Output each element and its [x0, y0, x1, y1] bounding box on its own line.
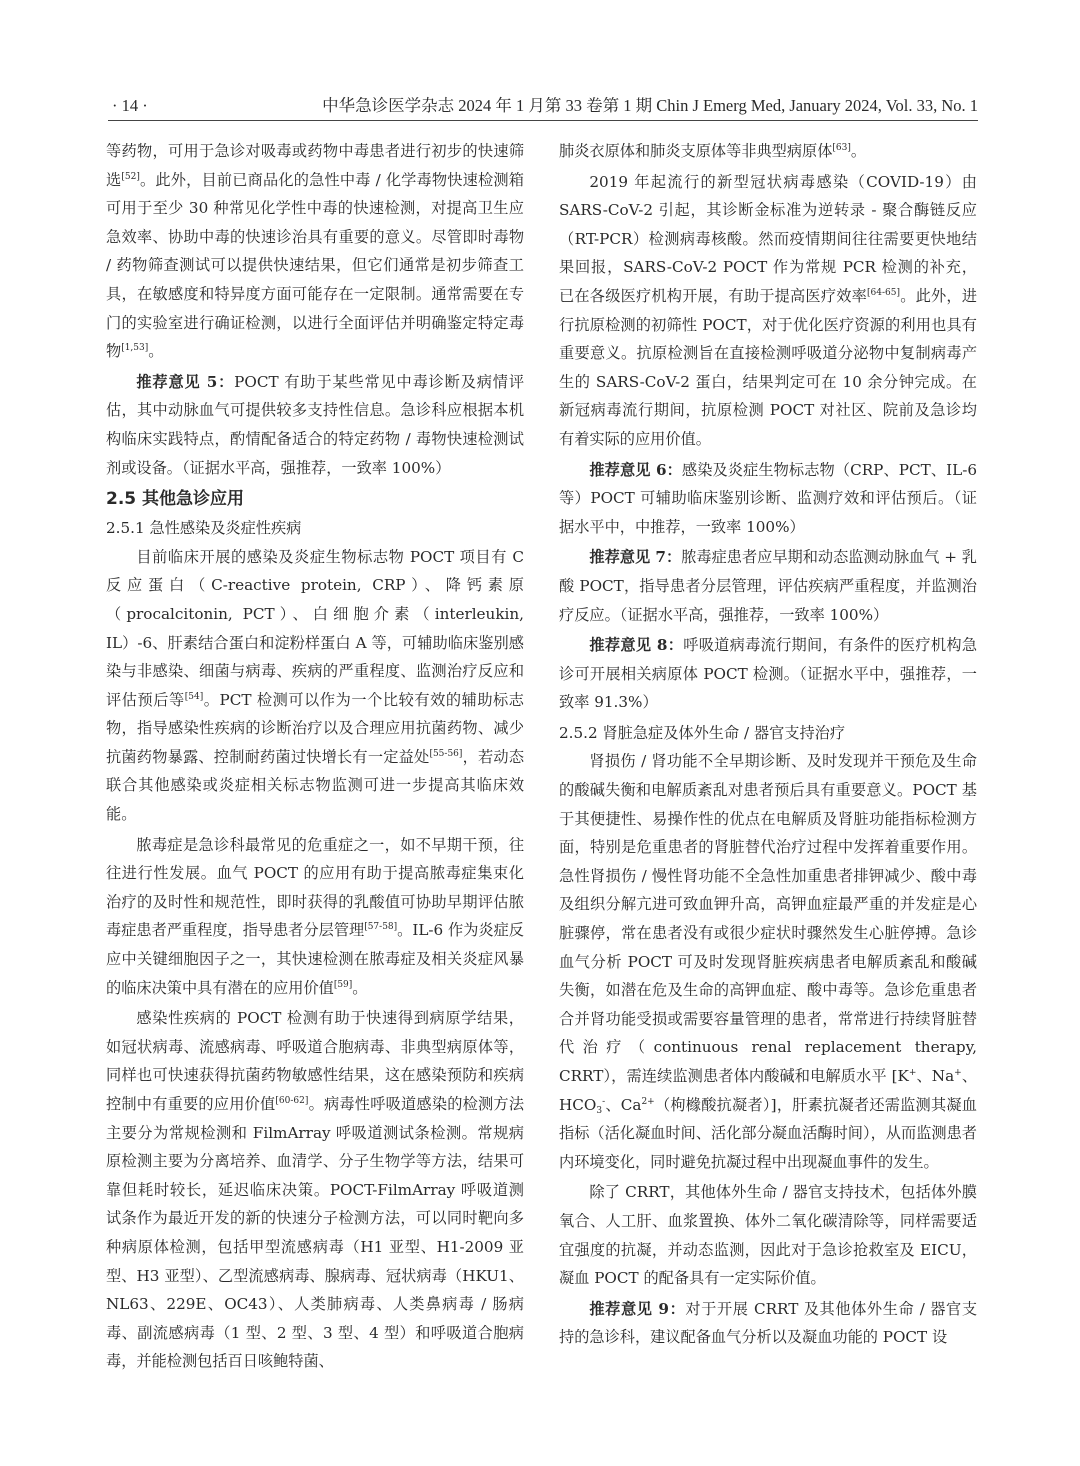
- paragraph-toxicology: 等药物，可用于急诊对吸毒或药物中毒患者进行初步的快速筛选[52]。此外，目前已商品化的急性中毒 / 化学毒物快速检测箱可用于至少 30 种常见化学性中毒的快速检测，对提高卫生应急效率、协助中毒的快速诊治具有重要的意义。尽管即时毒物 / 药物筛查测试可以提供快速结果，但它们通常是初步筛查工具，在敏感度和特异度方面可能存在一定限制。通常需要在专门的实验室进行确证检测，以进行全面评估并明确鉴定特定毒物[1,53]。: [106, 142, 524, 361]
- paragraph-pathogen-testing: 感染性疾病的 POCT 检测有助于快速得到病原学结果，如冠状病毒、流感病毒、呼吸道合胞病毒、非典型病原体等，同样也可快速获得抗菌药物敏感性结果，这在感染预防和疾病控制中有重要的应用价值[60-62]。病毒性呼吸道感染的检测方法主要分为常规检测和 FilmArray 呼吸道测试条检测。常规病原检测主要为分离培养、血清学、分子生物学等方法，结果可靠但耗时较长，延迟临床决策。POCT-FilmArray 呼吸道测试条作为最近开发的新的快速分子检测方法，可以同时靶向多种病原体检测，包括甲型流感病毒（H1 亚型、H1-2009 亚型、H3 亚型）、乙型流感病毒、腺病毒、冠状病毒（HKU1、NL63、229E、OC43）、人类肺病毒、人类鼻病毒 / 肠病毒、副流感病毒（1 型、2 型、3 型、4 型）和呼吸道合胞病毒，并能检测包括百日咳鲍特菌、: [106, 1009, 525, 1371]
- paragraph-sepsis: 脓毒症是急诊科最常见的危重症之一，如不早期干预，往往进行性发展。血气 POCT 的应用有助于提高脓毒症集束化治疗的及时性和规范性，即时获得的乳酸值可协助早期评估脓毒症患者严重程度，指导患者分层管理[57-58]。IL-6 作为炎症反应中关键细胞因子之一，其快速检测在脓毒症及相关炎症风暴的临床决策中具有潜在的应用价值[59]。: [106, 835, 524, 997]
- recommendation-9: 推荐意见 9：对于开展 CRRT 及其他体外生命 / 器官支持的急诊科，建议配备血气分析以及凝血功能的 POCT 设: [559, 1299, 978, 1347]
- recommendation-6: 推荐意见 6：感染及炎症生物标志物（CRP、PCT、IL-6 等）POCT 可辅助临床鉴别诊断、监测疗效和评估预后。（证据水平中，中推荐，一致率 100%）: [559, 460, 978, 536]
- citation: [55-56]: [429, 748, 463, 759]
- recommendation-label: 推荐意见 6：: [589, 460, 682, 479]
- journal-citation: 中华急诊医学杂志 2024 年 1 月第 33 卷第 1 期 Chin J Emerg Med, January 2024, Vol. 33, No. 1: [322, 96, 978, 115]
- citation: [54]: [184, 691, 204, 702]
- recommendation-5: 推荐意见 5：POCT 有助于某些常见中毒诊断及病情评估，其中动脉血气可提供较多支持性信息。急诊科应根据本机构临床实践特点，酌情配备适合的特定药物 / 毒物快速检测试剂或设备。（证据水平高，强推荐，一致率 100%）: [106, 372, 525, 477]
- left-column: [106, 137, 524, 1378]
- citation: [59]: [333, 979, 353, 990]
- paragraph-extracorporeal: 除了 CRRT，其他体外生命 / 器官支持技术，包括体外膜氧合、人工肝、血浆置换、体外二氧化碳清除等，同样需要适宜强度的抗凝，并动态监测，因此对于急诊抢救室及 EICU，凝血 POCT 的配备具有一定实际价值。: [559, 1183, 977, 1288]
- recommendation-label: 推荐意见 9：: [589, 1299, 686, 1318]
- paragraph-atypical-pathogens: 肺炎衣原体和肺炎支原体等非典型病原体[63]。: [559, 142, 867, 160]
- subsection-heading: 2.5.2 肾脏急症及体外生命 / 器官支持治疗: [559, 723, 846, 742]
- running-header: [108, 96, 978, 121]
- recommendation-8: 推荐意见 8：呼吸道病毒流行期间，有条件的医疗机构急诊可开展相关病原体 POCT 检测。（证据水平中，强推荐，一致率 91.3%）: [559, 636, 978, 712]
- section-heading: 2.5 其他急诊应用: [106, 489, 245, 510]
- citation: [64-65]: [867, 287, 900, 298]
- recommendation-label: 推荐意见 7：: [589, 548, 682, 567]
- right-column: [559, 137, 977, 1354]
- citation: [63]: [832, 143, 851, 153]
- subsection-heading: 2.5.1 急性感染及炎症性疾病: [106, 519, 302, 538]
- citation: [1,53]: [121, 343, 149, 354]
- recommendation-label: 推荐意见 5：: [136, 372, 235, 391]
- citation: [60-62]: [275, 1096, 309, 1106]
- paragraph-covid: 2019 年起流行的新型冠状病毒感染（COVID-19）由 SARS-CoV-2 引起，其诊断金标准为逆转录 - 聚合酶链反应（RT-PCR）检测病毒核酸。然而疫情期间往往需要更快地结果回报，SARS-CoV-2 POCT 作为常规 PCR 检测的补充，已在各级医疗机构开展，有助于提高医疗效率[64-65]。此外，进行抗原检测的初筛性 POCT，对于优化医疗资源的利用也具有重要意义。抗原检测旨在直接检测呼吸道分泌物中复制病毒产生的 SARS-CoV-2 蛋白，结果判定可在 10 余分钟完成。在新冠病毒流行期间，抗原检测 POCT 对社区、院前及急诊均有着实际的应用价值。: [559, 172, 978, 448]
- paragraph-biomarkers: 目前临床开展的感染及炎症生物标志物 POCT 项目有 C 反应蛋白（C-reactive protein, CRP）、降钙素原（procalcitonin, PCT）、白细胞介素（interleukin, IL）-6、肝素结合蛋白和淀粉样蛋白 A 等，可辅助临床鉴别感染与非感染、细菌与病毒、疾病的严重程度、监测治疗反应和评估预后等[54]。PCT 检测可以作为一个比较有效的辅助标志物，指导感染性疾病的诊断治疗以及合理应用抗菌药物、减少抗菌药物暴露、控制耐药菌过快增长有一定益处[55-56]，若动态联合其他感染或炎症相关标志物监测可进一步提高其临床效能。: [106, 547, 525, 824]
- citation: [57-58]: [364, 922, 398, 933]
- citation: [52]: [121, 171, 140, 182]
- page-number: · 14 ·: [112, 96, 148, 115]
- recommendation-7: 推荐意见 7：脓毒症患者应早期和动态监测动脉血气 + 乳酸 POCT，指导患者分层管理，评估疾病严重程度，并监测治疗反应。（证据水平高，强推荐，一致率 100%）: [559, 548, 977, 624]
- paragraph-renal: 肾损伤 / 肾功能不全早期诊断、及时发现并干预危及生命的酸碱失衡和电解质紊乱对患者预后具有重要意义。POCT 基于其便捷性、易操作性的优点在电解质及肾脏功能指标检测方面，特别是危重患者的肾脏替代治疗过程中发挥着重要作用。急性肾损伤 / 慢性肾功能不全急性加重患者排钾减少、酸中毒及组织分解亢进可致血钾升高，高钾血症最严重的并发症是心脏骤停，常在患者没有或很少症状时骤然发生心脏停搏。急诊血气分析 POCT 可及时发现肾脏疾病患者电解质紊乱和酸碱失衡，如潜在危及生命的高钾血症、酸中毒等。急诊危重患者合并肾功能受损或需要容量管理的患者，常常进行持续肾脏替代治疗（continuous renal replacement therapy, CRRT），需连续监测患者体内酸碱和电解质水平 [K+、Na+、$HCO_3^-$、$Ca^{2+}$（枸橼酸抗凝者）]，肝素抗凝者还需监测其凝血指标（活化凝血时间、活化部分凝血活酶时间），从而监测患者内环境变化，同时避免抗凝过程中出现凝血事件的发生。: [559, 752, 978, 1171]
- recommendation-label: 推荐意见 8：: [589, 636, 684, 655]
